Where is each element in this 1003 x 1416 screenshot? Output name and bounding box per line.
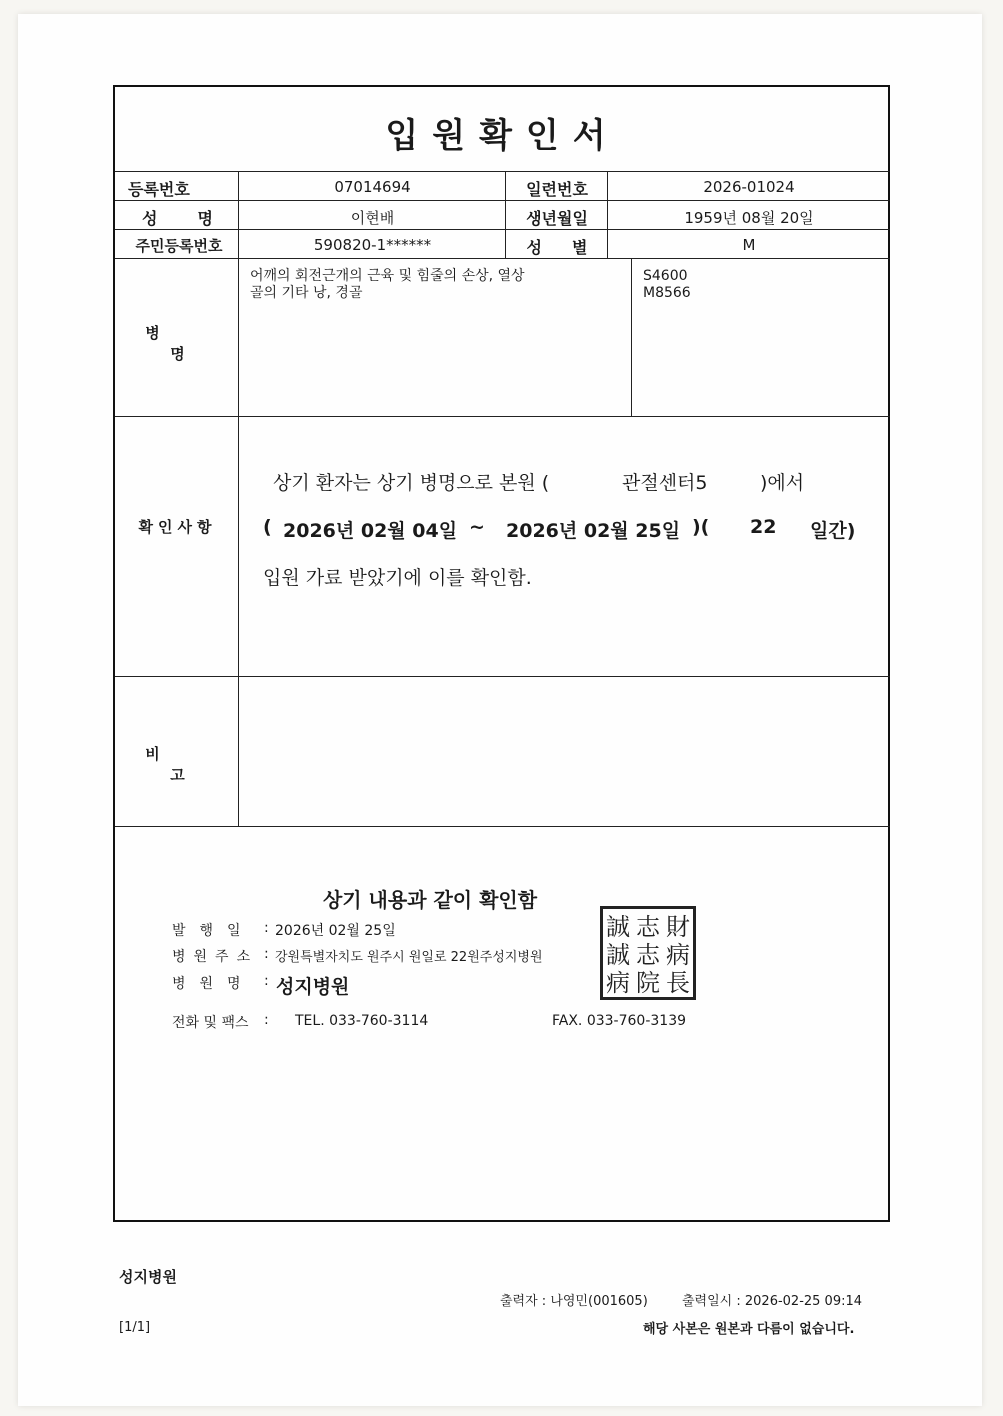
svg-text:病: 病 xyxy=(606,969,630,997)
divider xyxy=(115,200,890,201)
divider xyxy=(115,826,890,827)
svg-text:病: 病 xyxy=(666,941,690,969)
reg-no-label: 등록번호 xyxy=(128,180,190,199)
svg-text:誠: 誠 xyxy=(606,941,630,969)
divider xyxy=(115,416,890,417)
diagnosis-code: S4600 xyxy=(643,268,688,284)
document-title: 입원확인서 xyxy=(385,116,620,156)
name-value: 이현배 xyxy=(350,209,395,227)
department: 관절센터5 xyxy=(622,472,708,494)
admission-days-suffix: 일간) xyxy=(810,520,856,542)
name-label: 성명 xyxy=(142,209,253,228)
svg-text:誠: 誠 xyxy=(606,913,630,941)
reg-no-value: 07014694 xyxy=(334,178,411,196)
svg-text:長: 長 xyxy=(666,969,690,997)
seal-glyphs xyxy=(603,909,693,997)
phone-label: 전화 및 팩스 xyxy=(172,1015,249,1031)
confirm-heading: 상기 내용과 같이 확인함 xyxy=(322,888,538,912)
hospital-name-colon: : xyxy=(264,973,269,989)
svg-text:志: 志 xyxy=(636,941,660,969)
divider xyxy=(115,171,890,172)
diagnosis-label: 병명 xyxy=(145,324,235,363)
address-colon: : xyxy=(264,946,269,962)
divider xyxy=(631,258,632,416)
divider xyxy=(115,229,890,230)
serial-value: 2026-01024 xyxy=(703,178,795,196)
svg-text:志: 志 xyxy=(636,913,660,941)
confirmation-line3: 입원 가료 받았기에 이를 확인함. xyxy=(263,567,532,589)
address-label: 병원주소 xyxy=(172,949,259,965)
close-paren: )( xyxy=(692,516,710,538)
svg-text:財: 財 xyxy=(666,913,690,941)
rrn-label: 주민등록번호 xyxy=(135,237,223,255)
admission-start-date: 2026년 02월 04일 xyxy=(283,520,458,542)
copy-notice: 해당 사본은 원본과 다름이 없습니다. xyxy=(643,1322,855,1337)
rrn-value: 590820-1****** xyxy=(313,236,432,254)
sex-label: 성별 xyxy=(526,238,618,257)
printer-info: 출력자 : 나영민(001605) xyxy=(500,1294,648,1309)
footer-hospital: 성지병원 xyxy=(119,1268,177,1286)
confirmation-line1-prefix: 상기 환자는 상기 병명으로 본원 ( xyxy=(273,472,550,494)
admission-days: 22 xyxy=(750,516,777,538)
issue-date-value: 2026년 02월 25일 xyxy=(275,923,396,939)
confirmation-line1-suffix: )에서 xyxy=(760,472,805,494)
print-time: 출력일시 : 2026-02-25 09:14 xyxy=(682,1294,863,1309)
diagnosis-text-line2: 골의 기타 낭, 경골 xyxy=(250,285,363,301)
tel-value: TEL. 033-760-3114 xyxy=(295,1013,429,1029)
birth-value: 1959년 08월 20일 xyxy=(684,209,814,227)
hospital-name-value: 성지병원 xyxy=(276,976,350,998)
serial-label: 일련번호 xyxy=(526,180,588,199)
hospital-name-label: 병원명 xyxy=(172,976,255,992)
diagnosis-text-line1: 어깨의 회전근개의 근육 및 힘줄의 손상, 열상 xyxy=(250,268,525,284)
sex-value: M xyxy=(742,236,756,254)
hospital-seal-stamp xyxy=(600,906,696,1000)
phone-colon: : xyxy=(264,1012,269,1028)
divider xyxy=(238,171,239,826)
date-range-tilde: ~ xyxy=(469,516,485,538)
issue-date-colon: : xyxy=(264,920,269,936)
divider xyxy=(115,258,890,259)
fax-value: FAX. 033-760-3139 xyxy=(552,1013,687,1029)
remarks-label: 비고 xyxy=(145,745,235,784)
open-paren: ( xyxy=(263,516,272,538)
birth-label: 생년월일 xyxy=(526,209,588,228)
divider xyxy=(115,676,890,677)
divider xyxy=(505,171,506,258)
page-indicator: [1/1] xyxy=(119,1320,151,1335)
issue-date-label: 발행일 xyxy=(172,923,255,939)
confirmation-label: 확인사항 xyxy=(138,518,217,536)
admission-end-date: 2026년 02월 25일 xyxy=(506,520,681,542)
diagnosis-code: M8566 xyxy=(643,285,691,301)
address-value: 강원특별자치도 원주시 원일로 22원주성지병원 xyxy=(275,950,543,965)
svg-text:院: 院 xyxy=(636,969,660,997)
